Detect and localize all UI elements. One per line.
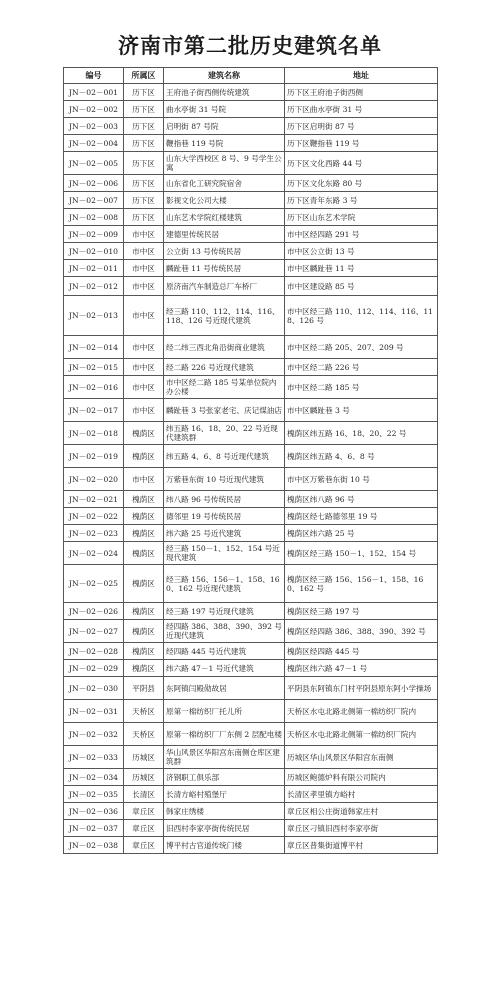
- cell-district: 历下区: [124, 152, 164, 175]
- table-row: [64, 746, 438, 769]
- cell-address: 市中区麟趾巷 3 号: [285, 399, 438, 422]
- cell-building-name: 曲水亭街 31 号院: [164, 101, 285, 118]
- cell-address: 天桥区水屯北路北侧第一棉纺织厂院内: [285, 723, 438, 746]
- cell-code: JN－02－015: [64, 359, 124, 376]
- cell-address: 历下区文化东路 80 号: [285, 175, 438, 192]
- cell-address: 槐荫区经七路德邻里 19 号: [285, 508, 438, 525]
- cell-building-name: 经四路 386、388、390、392 号近现代建筑: [164, 620, 285, 643]
- cell-district: 槐荫区: [124, 620, 164, 643]
- cell-building-name: 建德里传统民居: [164, 226, 285, 243]
- table-row: [64, 192, 438, 209]
- cell-code: JN－02－008: [64, 209, 124, 226]
- cell-code: JN－02－026: [64, 603, 124, 620]
- cell-building-name: 经三路 197 号近现代建筑: [164, 603, 285, 620]
- cell-district: 市中区: [124, 226, 164, 243]
- cell-address: 市中区万紫巷东街 10 号: [285, 468, 438, 491]
- table-row: [64, 226, 438, 243]
- table-row: [64, 565, 438, 603]
- table-row: [64, 491, 438, 508]
- cell-code: JN－02－037: [64, 820, 124, 837]
- table-row: [64, 786, 438, 803]
- table-row: [64, 422, 438, 445]
- cell-building-name: 华山风景区华阳宫东南侧仓库区建筑群: [164, 746, 285, 769]
- cell-code: JN－02－002: [64, 101, 124, 118]
- cell-district: 市中区: [124, 399, 164, 422]
- cell-building-name: 韩家庄绣楼: [164, 803, 285, 820]
- cell-building-name: 万紫巷东街 10 号近现代建筑: [164, 468, 285, 491]
- table-row: [64, 118, 438, 135]
- table-row: [64, 803, 438, 820]
- cell-code: JN－02－035: [64, 786, 124, 803]
- cell-code: JN－02－010: [64, 243, 124, 260]
- table-row: [64, 399, 438, 422]
- column-header-address: 地址: [285, 68, 438, 84]
- page-title: 济南市第二批历史建筑名单: [118, 34, 382, 58]
- table-row: [64, 376, 438, 399]
- cell-code: JN－02－013: [64, 296, 124, 336]
- cell-code: JN－02－018: [64, 422, 124, 445]
- cell-district: 市中区: [124, 260, 164, 277]
- table-row: [64, 769, 438, 786]
- cell-address: 槐荫区纬五路 16、18、20、22 号: [285, 422, 438, 445]
- table-row: [64, 209, 438, 226]
- cell-district: 槐荫区: [124, 603, 164, 620]
- cell-district: 历下区: [124, 101, 164, 118]
- cell-building-name: 山东艺术学院红楼建筑: [164, 209, 285, 226]
- cell-district: 历下区: [124, 175, 164, 192]
- cell-building-name: 经三路 156、156－1、158、160、162 号近现代建筑: [164, 565, 285, 603]
- cell-building-name: 旧西村李家亭街传统民居: [164, 820, 285, 837]
- cell-building-name: 纬六路 47－1 号近代建筑: [164, 660, 285, 677]
- cell-code: JN－02－014: [64, 336, 124, 359]
- cell-district: 历下区: [124, 135, 164, 152]
- cell-district: 槐荫区: [124, 643, 164, 660]
- table-row: [64, 603, 438, 620]
- cell-code: JN－02－005: [64, 152, 124, 175]
- cell-district: 槐荫区: [124, 525, 164, 542]
- cell-code: JN－02－025: [64, 565, 124, 603]
- table-row: [64, 336, 438, 359]
- cell-district: 市中区: [124, 359, 164, 376]
- cell-building-name: 经二路 226 号近现代建筑: [164, 359, 285, 376]
- cell-district: 章丘区: [124, 820, 164, 837]
- cell-building-name: 东阿镇闫殿勋故居: [164, 677, 285, 700]
- column-header-name: 建筑名称: [164, 68, 285, 84]
- table-row: [64, 84, 438, 101]
- table-row: [64, 243, 438, 260]
- cell-building-name: 原第一棉纺织厂托儿所: [164, 700, 285, 723]
- cell-code: JN－02－007: [64, 192, 124, 209]
- cell-building-name: 长清方峪村殖堡厅: [164, 786, 285, 803]
- cell-district: 天桥区: [124, 700, 164, 723]
- cell-building-name: 麟趾巷 3 号张家老宅、庆记煤油店: [164, 399, 285, 422]
- cell-address: 历下区青年东路 3 号: [285, 192, 438, 209]
- table-row: [64, 660, 438, 677]
- cell-code: JN－02－027: [64, 620, 124, 643]
- cell-code: JN－02－009: [64, 226, 124, 243]
- cell-building-name: 济钢职工俱乐部: [164, 769, 285, 786]
- table-row: [64, 135, 438, 152]
- cell-building-name: 启明街 87 号院: [164, 118, 285, 135]
- cell-address: 槐荫区经四路 445 号: [285, 643, 438, 660]
- cell-address: 槐荫区经三路 150－1、152、154 号: [285, 542, 438, 565]
- cell-address: 天桥区水屯北路北侧第一棉纺织厂院内: [285, 700, 438, 723]
- table-row: [64, 359, 438, 376]
- cell-building-name: 原济南汽车制造总厂车桥厂: [164, 277, 285, 296]
- cell-district: 历下区: [124, 84, 164, 101]
- cell-building-name: 纬五路 16、18、20、22 号近现代建筑群: [164, 422, 285, 445]
- cell-district: 市中区: [124, 296, 164, 336]
- cell-code: JN－02－019: [64, 445, 124, 468]
- cell-building-name: 市中区经二路 185 号某单位院内办公楼: [164, 376, 285, 399]
- cell-building-name: 王府池子街西侧传统建筑: [164, 84, 285, 101]
- table-row: [64, 542, 438, 565]
- cell-building-name: 经四路 445 号近代建筑: [164, 643, 285, 660]
- cell-code: JN－02－034: [64, 769, 124, 786]
- cell-code: JN－02－036: [64, 803, 124, 820]
- cell-district: 历下区: [124, 209, 164, 226]
- cell-code: JN－02－004: [64, 135, 124, 152]
- cell-district: 槐荫区: [124, 445, 164, 468]
- cell-address: 槐荫区经三路 156、156－1、158、160、162 号: [285, 565, 438, 603]
- cell-building-name: 经三路 110、112、114、116、118、126 号近现代建筑: [164, 296, 285, 336]
- cell-building-name: 麟趾巷 11 号传统民居: [164, 260, 285, 277]
- cell-address: 历下区鞭指巷 119 号: [285, 135, 438, 152]
- column-header-district: 所属区: [124, 68, 164, 84]
- cell-address: 槐荫区经三路 197 号: [285, 603, 438, 620]
- table-row: [64, 445, 438, 468]
- cell-address: 章丘区相公庄街道韩家庄村: [285, 803, 438, 820]
- cell-code: JN－02－017: [64, 399, 124, 422]
- table-row: [64, 296, 438, 336]
- cell-code: JN－02－011: [64, 260, 124, 277]
- table-row: [64, 260, 438, 277]
- cell-code: JN－02－032: [64, 723, 124, 746]
- cell-code: JN－02－021: [64, 491, 124, 508]
- cell-district: 市中区: [124, 376, 164, 399]
- cell-building-name: 山东大学西校区 8 号、9 号学生公寓: [164, 152, 285, 175]
- cell-code: JN－02－028: [64, 643, 124, 660]
- cell-building-name: 经三路 150－1、152、154 号近现代建筑: [164, 542, 285, 565]
- cell-address: 平阴县东阿镇东门村平阴县原东阿小学操场: [285, 677, 438, 700]
- cell-district: 天桥区: [124, 723, 164, 746]
- cell-building-name: 纬八路 96 号传统民居: [164, 491, 285, 508]
- cell-building-name: 经二纬三西北角沿街商业建筑: [164, 336, 285, 359]
- table-row: [64, 525, 438, 542]
- cell-district: 市中区: [124, 336, 164, 359]
- cell-district: 长清区: [124, 786, 164, 803]
- cell-district: 槐荫区: [124, 508, 164, 525]
- cell-code: JN－02－029: [64, 660, 124, 677]
- cell-address: 市中区建设路 85 号: [285, 277, 438, 296]
- cell-district: 历城区: [124, 746, 164, 769]
- table-row: [64, 277, 438, 296]
- cell-address: 槐荫区纬六路 47－1 号: [285, 660, 438, 677]
- cell-address: 市中区经二路 205、207、209 号: [285, 336, 438, 359]
- cell-address: 历下区文化西路 44 号: [285, 152, 438, 175]
- cell-building-name: 纬五路 4、6、8 号近现代建筑: [164, 445, 285, 468]
- column-header-code: 编号: [64, 68, 124, 84]
- cell-address: 历城区鲍德炉料有限公司院内: [285, 769, 438, 786]
- cell-address: 市中区经二路 185 号: [285, 376, 438, 399]
- cell-address: 市中区经三路 110、112、114、116、118、126 号: [285, 296, 438, 336]
- table-row: [64, 468, 438, 491]
- cell-code: JN－02－030: [64, 677, 124, 700]
- cell-district: 历城区: [124, 769, 164, 786]
- cell-code: JN－02－038: [64, 837, 124, 854]
- cell-address: 槐荫区纬五路 4、6、8 号: [285, 445, 438, 468]
- table-row: [64, 152, 438, 175]
- table-row: [64, 677, 438, 700]
- cell-district: 历下区: [124, 192, 164, 209]
- cell-district: 槐荫区: [124, 422, 164, 445]
- cell-code: JN－02－012: [64, 277, 124, 296]
- cell-district: 槐荫区: [124, 565, 164, 603]
- cell-code: JN－02－001: [64, 84, 124, 101]
- cell-district: 槐荫区: [124, 542, 164, 565]
- cell-building-name: 公立街 13 号传统民居: [164, 243, 285, 260]
- cell-building-name: 纬六路 25 号近代建筑: [164, 525, 285, 542]
- cell-district: 章丘区: [124, 837, 164, 854]
- table-row: [64, 820, 438, 837]
- cell-address: 市中区经二路 226 号: [285, 359, 438, 376]
- cell-address: 历下区山东艺术学院: [285, 209, 438, 226]
- cell-district: 市中区: [124, 277, 164, 296]
- cell-address: 市中区经四路 291 号: [285, 226, 438, 243]
- cell-address: 历城区华山风景区华阳宫东南侧: [285, 746, 438, 769]
- cell-address: 历下区启明街 87 号: [285, 118, 438, 135]
- cell-code: JN－02－003: [64, 118, 124, 135]
- cell-address: 市中区公立街 13 号: [285, 243, 438, 260]
- cell-code: JN－02－023: [64, 525, 124, 542]
- table-row: [64, 643, 438, 660]
- cell-building-name: 影视文化公司大楼: [164, 192, 285, 209]
- table-row: [64, 101, 438, 118]
- cell-district: 章丘区: [124, 803, 164, 820]
- cell-district: 槐荫区: [124, 491, 164, 508]
- cell-building-name: 鞭指巷 119 号院: [164, 135, 285, 152]
- table-header-row: [64, 68, 438, 84]
- cell-code: JN－02－020: [64, 468, 124, 491]
- historic-buildings-table: [63, 67, 438, 854]
- cell-code: JN－02－033: [64, 746, 124, 769]
- cell-address: 槐荫区纬六路 25 号: [285, 525, 438, 542]
- cell-building-name: 原第一棉纺织厂厂东侧 2 层配电楼: [164, 723, 285, 746]
- cell-address: 长清区孝里镇方峪村: [285, 786, 438, 803]
- cell-address: 历下区王府池子街西侧: [285, 84, 438, 101]
- cell-district: 市中区: [124, 468, 164, 491]
- cell-address: 市中区麟趾巷 11 号: [285, 260, 438, 277]
- table-row: [64, 508, 438, 525]
- cell-address: 槐荫区纬八路 96 号: [285, 491, 438, 508]
- cell-address: 历下区曲水亭街 31 号: [285, 101, 438, 118]
- cell-code: JN－02－022: [64, 508, 124, 525]
- cell-code: JN－02－016: [64, 376, 124, 399]
- table-row: [64, 620, 438, 643]
- cell-address: 章丘区普集街道博平村: [285, 837, 438, 854]
- table-row: [64, 723, 438, 746]
- cell-code: JN－02－031: [64, 700, 124, 723]
- cell-address: 章丘区刁镇旧西村李家亭街: [285, 820, 438, 837]
- cell-building-name: 德邻里 19 号传统民居: [164, 508, 285, 525]
- cell-building-name: 博平村古官道传统门楼: [164, 837, 285, 854]
- cell-code: JN－02－006: [64, 175, 124, 192]
- cell-district: 历下区: [124, 118, 164, 135]
- cell-building-name: 山东省化工研究院宿舍: [164, 175, 285, 192]
- table-row: [64, 700, 438, 723]
- cell-district: 平阴县: [124, 677, 164, 700]
- cell-district: 槐荫区: [124, 660, 164, 677]
- table-row: [64, 837, 438, 854]
- table-row: [64, 175, 438, 192]
- cell-code: JN－02－024: [64, 542, 124, 565]
- cell-address: 槐荫区经四路 386、388、390、392 号: [285, 620, 438, 643]
- cell-district: 市中区: [124, 243, 164, 260]
